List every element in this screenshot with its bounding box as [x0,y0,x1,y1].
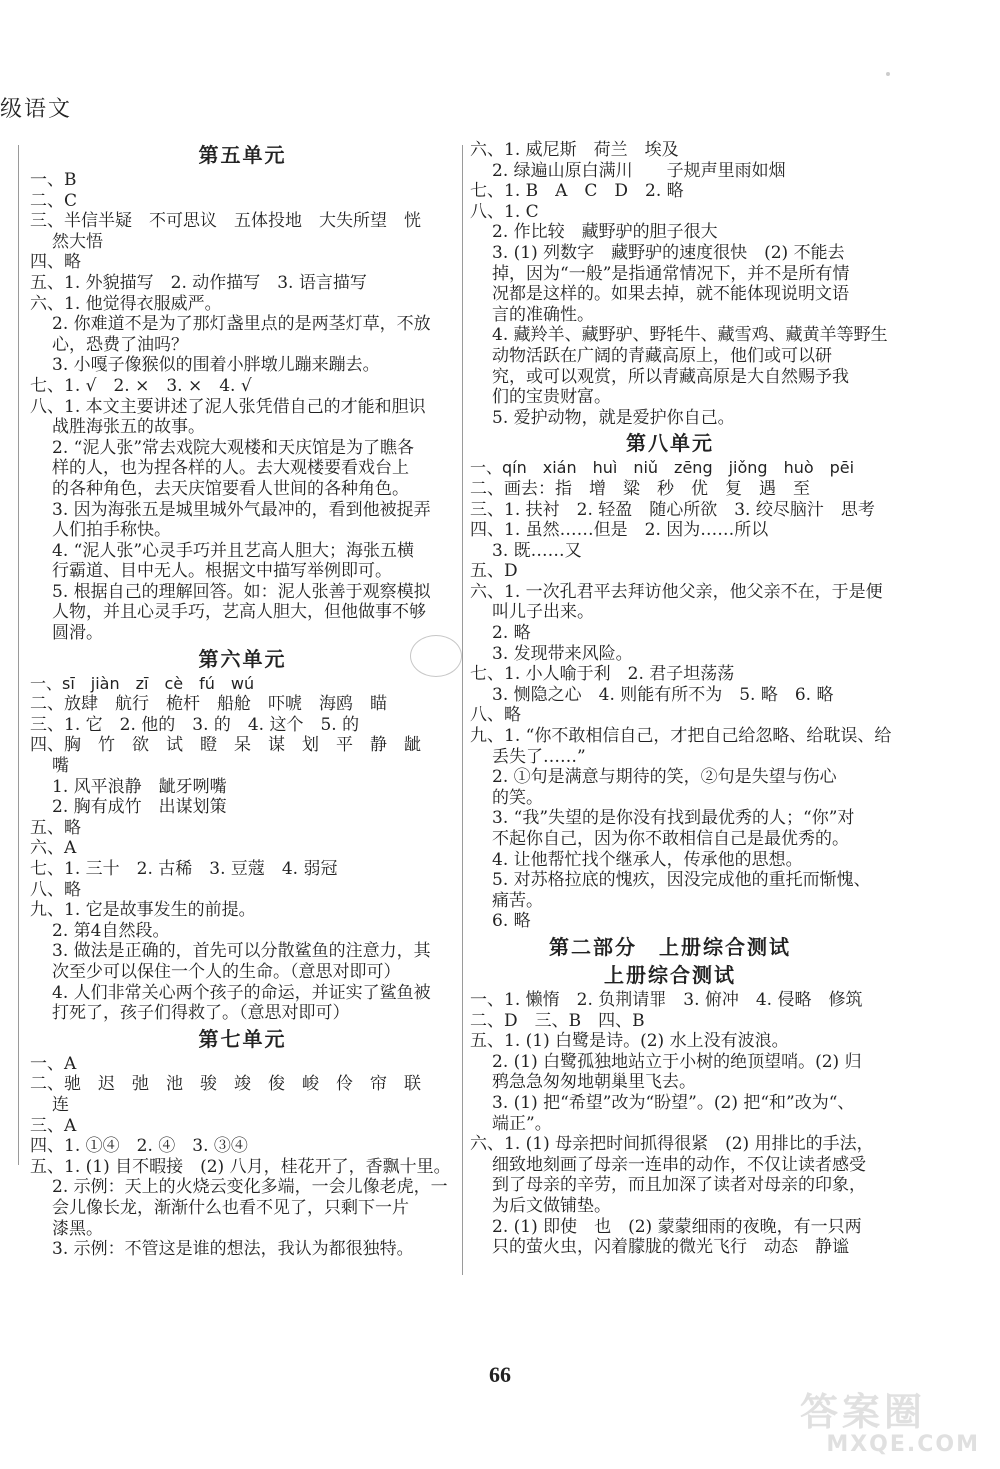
right-answer-line: 端正”。 [492,1113,552,1134]
left-answer-line: 六、A [30,838,77,859]
left-answer-line: 五、略 [30,817,81,838]
left-answer-line: 四、略 [30,252,81,273]
left-answer-line: 战胜海张五的故事。 [52,417,205,438]
right-answer-line: 2. (1) 白鹭孤独地站立于小树的绝顶望哨。(2) 归 [492,1051,862,1072]
right-answer-line: 2. (1) 即使 也 (2) 蒙蒙细雨的夜晚，有一只两 [492,1216,862,1237]
right-answer-line: 叫儿子出来。 [492,602,594,623]
left-answer-line: 1. 风平浪静 龇牙咧嘴 [52,776,227,797]
left-answer-line: 4. “泥人张”心灵手巧并且艺高人胆大；海张五横 [52,540,415,561]
right-answer-line: 只的萤火虫，闪着朦胧的微光飞行 动态 静谧 [492,1237,849,1258]
left-answer-line: 三、半信半疑 不可思议 五体投地 大失所望 恍 [30,211,421,232]
left-answer-line: 三、A [30,1115,77,1136]
right-answer-line: 七、1. 小人喻于利 2. 君子坦荡荡 [470,664,735,685]
left-answer-line: 七、1. 三十 2. 古稀 3. 豆蔻 4. 弱冠 [30,859,338,879]
right-answer-line: 二、D 三、B 四、B [470,1010,645,1031]
left-answer-line: 二、放肆 航行 桅杆 船舱 吓唬 海鸥 瞄 [30,694,387,715]
left-answer-line: 八、1. 本文主要讲述了泥人张凭借自己的才能和胆识 [30,396,426,417]
right-answer-line: 五、D [470,561,518,582]
left-answer-line: 样的人，也为捏各样的人。去大观楼要看戏台上 [52,458,409,479]
left-answer-line: 2. 胸有成竹 出谋划策 [52,797,227,818]
right-answer-line: 七、1. B A C D 2. 略 [470,181,684,202]
right-answer-line: 鸦急急匆匆地朝巢里飞去。 [492,1072,696,1093]
watermark-url: MXQE.COM [826,1432,980,1457]
right-answer-line: 不起你自己，因为你不敢相信自己是最优秀的。 [492,829,849,849]
left-answer-line: 五、1. (1) 目不暇接 (2) 八月，桂花开了，香飘十里。 [30,1156,451,1177]
right-answer-line: 八、1. C [470,201,539,222]
left-answer-line: 打死了，孩子们得救了。（意思对即可） [52,1003,350,1024]
left-answer-line: 六、1. 他觉得衣服威严。 [30,293,222,314]
right-answer-line: 2. 作比较 藏野驴的胆子很大 [492,222,718,243]
right-answer-line: 二、画去：指 增 粱 秒 优 复 遇 至 [470,478,810,499]
left-answer-line: 会儿像长龙，渐渐什么也看不见了，只剩下一片 [52,1197,409,1218]
right-answer-line: 3. (1) 把“希望”改为“盼望”。(2) 把“和”改为“、 [492,1092,855,1113]
left-answer-line: 五、1. 外貌描写 2. 动作描写 3. 语言描写 [30,272,367,293]
site-watermark [800,1391,980,1461]
right-answer-line: 六、1. 威尼斯 荷兰 埃及 [470,140,679,160]
left-answer-line: 3. 做法是正确的，首先可以分散鲨鱼的注意力，其 [52,941,431,962]
right-answer-line: 为后文做铺垫。 [492,1195,611,1216]
right-answer-line: 3. 既……又 [492,540,582,561]
right-answer-line: 5. 对苏格拉底的愧疚，因没完成他的重托而惭愧、 [492,870,871,891]
section-heading: 第八单元 [626,431,714,456]
right-answer-line: 六、1. 一次孔君平去拜访他父亲，他父亲不在，于是便 [470,581,883,602]
right-answer-line: 四、1. 虽然……但是 2. 因为……所以 [470,520,769,541]
left-answer-line: 一、A [30,1053,77,1074]
right-answer-line: 2. 绿遍山原白满川 子规声里雨如烟 [492,160,786,181]
section-heading: 上册综合测试 [604,962,736,987]
left-answer-line: 一、B [30,170,77,190]
right-answer-line: 6. 略 [492,911,531,932]
left-answer-line: 漆黑。 [52,1218,103,1239]
left-answer-line: 四、1. ①④ 2. ④ 3. ③④ [30,1136,248,1157]
left-answer-line: 三、1. 它 2. 他的 3. 的 4. 这个 5. 的 [30,714,360,735]
right-answer-line: 八、略 [470,705,521,726]
right-answer-line: 3. (1) 列数字 藏野驴的速度很快 (2) 不能去 [492,242,845,263]
right-answer-line: 五、1. (1) 白鹭是诗。(2) 水上没有波浪。 [470,1031,789,1052]
left-margin-rule [18,145,19,1165]
left-answer-line: 一、sī jiàn zī cè fú wú [30,673,255,693]
right-answer-line: 痛苦。 [492,890,543,911]
left-answer-line: 九、1. 它是故事发生的前提。 [30,900,256,921]
right-answer-line: 三、1. 扶衬 2. 轻盈 随心所欲 3. 绞尽脑汁 思考 [470,499,875,520]
right-answer-line: 3. 发现带来风险。 [492,643,633,664]
right-answer-line: 动物活跃在广阔的青藏高原上，他们或可以研 [492,345,832,366]
answer-column-left [30,140,455,1260]
left-answer-line: 的各种角色，去天庆馆要看人世间的各种角色。 [52,478,409,499]
right-answer-line: 究，或可以观赏，所以青藏高原是大自然赐予我 [492,366,849,387]
scan-speck [886,72,890,76]
right-answer-line: 3. “我”失望的是你没有找到最优秀的人；“你”对 [492,808,855,829]
seal-stamp [410,635,462,677]
left-answer-line: 2. 示例：天上的火烧云变化多端，一会儿像老虎，一 [52,1177,448,1198]
answer-column-right [470,140,892,1258]
right-answer-line: 六、1. (1) 母亲把时间抓得很紧 (2) 用排比的手法， [470,1134,874,1155]
right-answer-line: 细致地刻画了母亲一连串的动作，不仅让读者感受 [492,1154,866,1175]
right-answer-line: 掉，因为“一般”是指通常情况下，并不是所有情 [492,263,850,284]
left-answer-line: 心，恐费了油吗？ [52,334,188,355]
right-answer-line: 2. 略 [492,623,531,644]
right-answer-line: 言的准确性。 [492,304,594,325]
left-answer-line: 四、胸 竹 欲 试 瞪 呆 谋 划 平 静 龇 [30,735,421,756]
left-answer-line: 人物，并且心灵手巧，艺高人胆大，但他做事不够 [52,602,426,623]
right-answer-line: 5. 爱护动物，就是爱护你自己。 [492,407,735,428]
right-answer-line: 九、1. “你不敢相信自己，才把自己给忽略、给耽误、给 [470,726,892,747]
left-answer-line: 3. 小嘎子像猴似的围着小胖墩儿蹦来蹦去。 [52,355,380,376]
right-answer-line: 4. 藏羚羊、藏野驴、野牦牛、藏雪鸡、藏黄羊等野生 [492,325,888,346]
left-answer-line: 3. 示例：不管这是谁的想法，我认为都很独特。 [52,1239,414,1260]
watermark-logo-text: 答案圈 [800,1390,927,1434]
right-answer-line: 2. ①句是满意与期待的笑，②句是失望与伤心 [492,767,837,788]
left-answer-line: 然大悟 [52,231,103,252]
right-answer-line: 况都是这样的。如果去掉，就不能体现说明文语 [492,284,849,305]
left-answer-line: 人们拍手称快。 [52,520,171,541]
right-answer-line: 丢失了……” [492,746,586,767]
left-answer-line: 七、1. √ 2. × 3. × 4. √ [30,375,252,396]
left-answer-line: 4. 人们非常关心两个孩子的命运，并证实了鲨鱼被 [52,982,431,1003]
right-answer-line: 3. 恻隐之心 4. 则能有所不为 5. 略 6. 略 [492,684,834,705]
column-divider [462,145,463,1275]
left-answer-line: 2. 第4自然段。 [52,920,170,941]
right-answer-line: 的笑。 [492,787,543,808]
left-answer-line: 3. 因为海张五是城里城外气最冲的，看到他被捉弄 [52,499,431,520]
right-answer-line: 一、1. 懒惰 2. 负荆请罪 3. 俯冲 4. 侵略 修筑 [470,989,863,1010]
right-answer-line: 到了母亲的辛劳，而且加深了读者对母亲的印象， [492,1175,866,1196]
left-answer-line: 圆滑。 [52,623,103,644]
left-answer-line: 二、C [30,190,78,211]
left-answer-line: 2. “泥人张”常去戏院大观楼和天庆馆是为了瞧各 [52,437,415,458]
book-subject-header: 级语文 [0,97,73,122]
right-answer-line: 4. 让他帮忙找个继承人，传承他的思想。 [492,849,803,870]
left-answer-line: 嘴 [52,756,69,777]
left-answer-line: 连 [52,1094,69,1115]
left-answer-line: 2. 你难道不是为了那灯盏里点的是两茎灯草，不放 [52,314,431,335]
section-heading: 第二部分 上册综合测试 [549,934,791,959]
right-answer-line: 们的宝贵财富。 [492,387,611,408]
left-answer-line: 次至少可以保住一个人的生命。（意思对即可） [52,961,401,982]
left-answer-line: 5. 根据自己的理解回答。如：泥人张善于观察模拟 [52,581,431,602]
left-answer-line: 二、驰 迟 弛 池 骏 竣 俊 峻 伶 帘 联 [30,1074,421,1095]
section-heading: 第六单元 [198,646,287,671]
right-answer-line: 一、qín xián huì niǔ zēng jiǒng huò pēi [470,458,855,478]
left-answer-line: 行霸道、目中无人。根据文中描写举例即可。 [52,561,392,582]
section-heading: 第七单元 [198,1026,287,1051]
page-number: 66 [489,1362,511,1387]
left-answer-line: 八、略 [30,879,81,900]
section-heading: 第五单元 [198,143,287,167]
